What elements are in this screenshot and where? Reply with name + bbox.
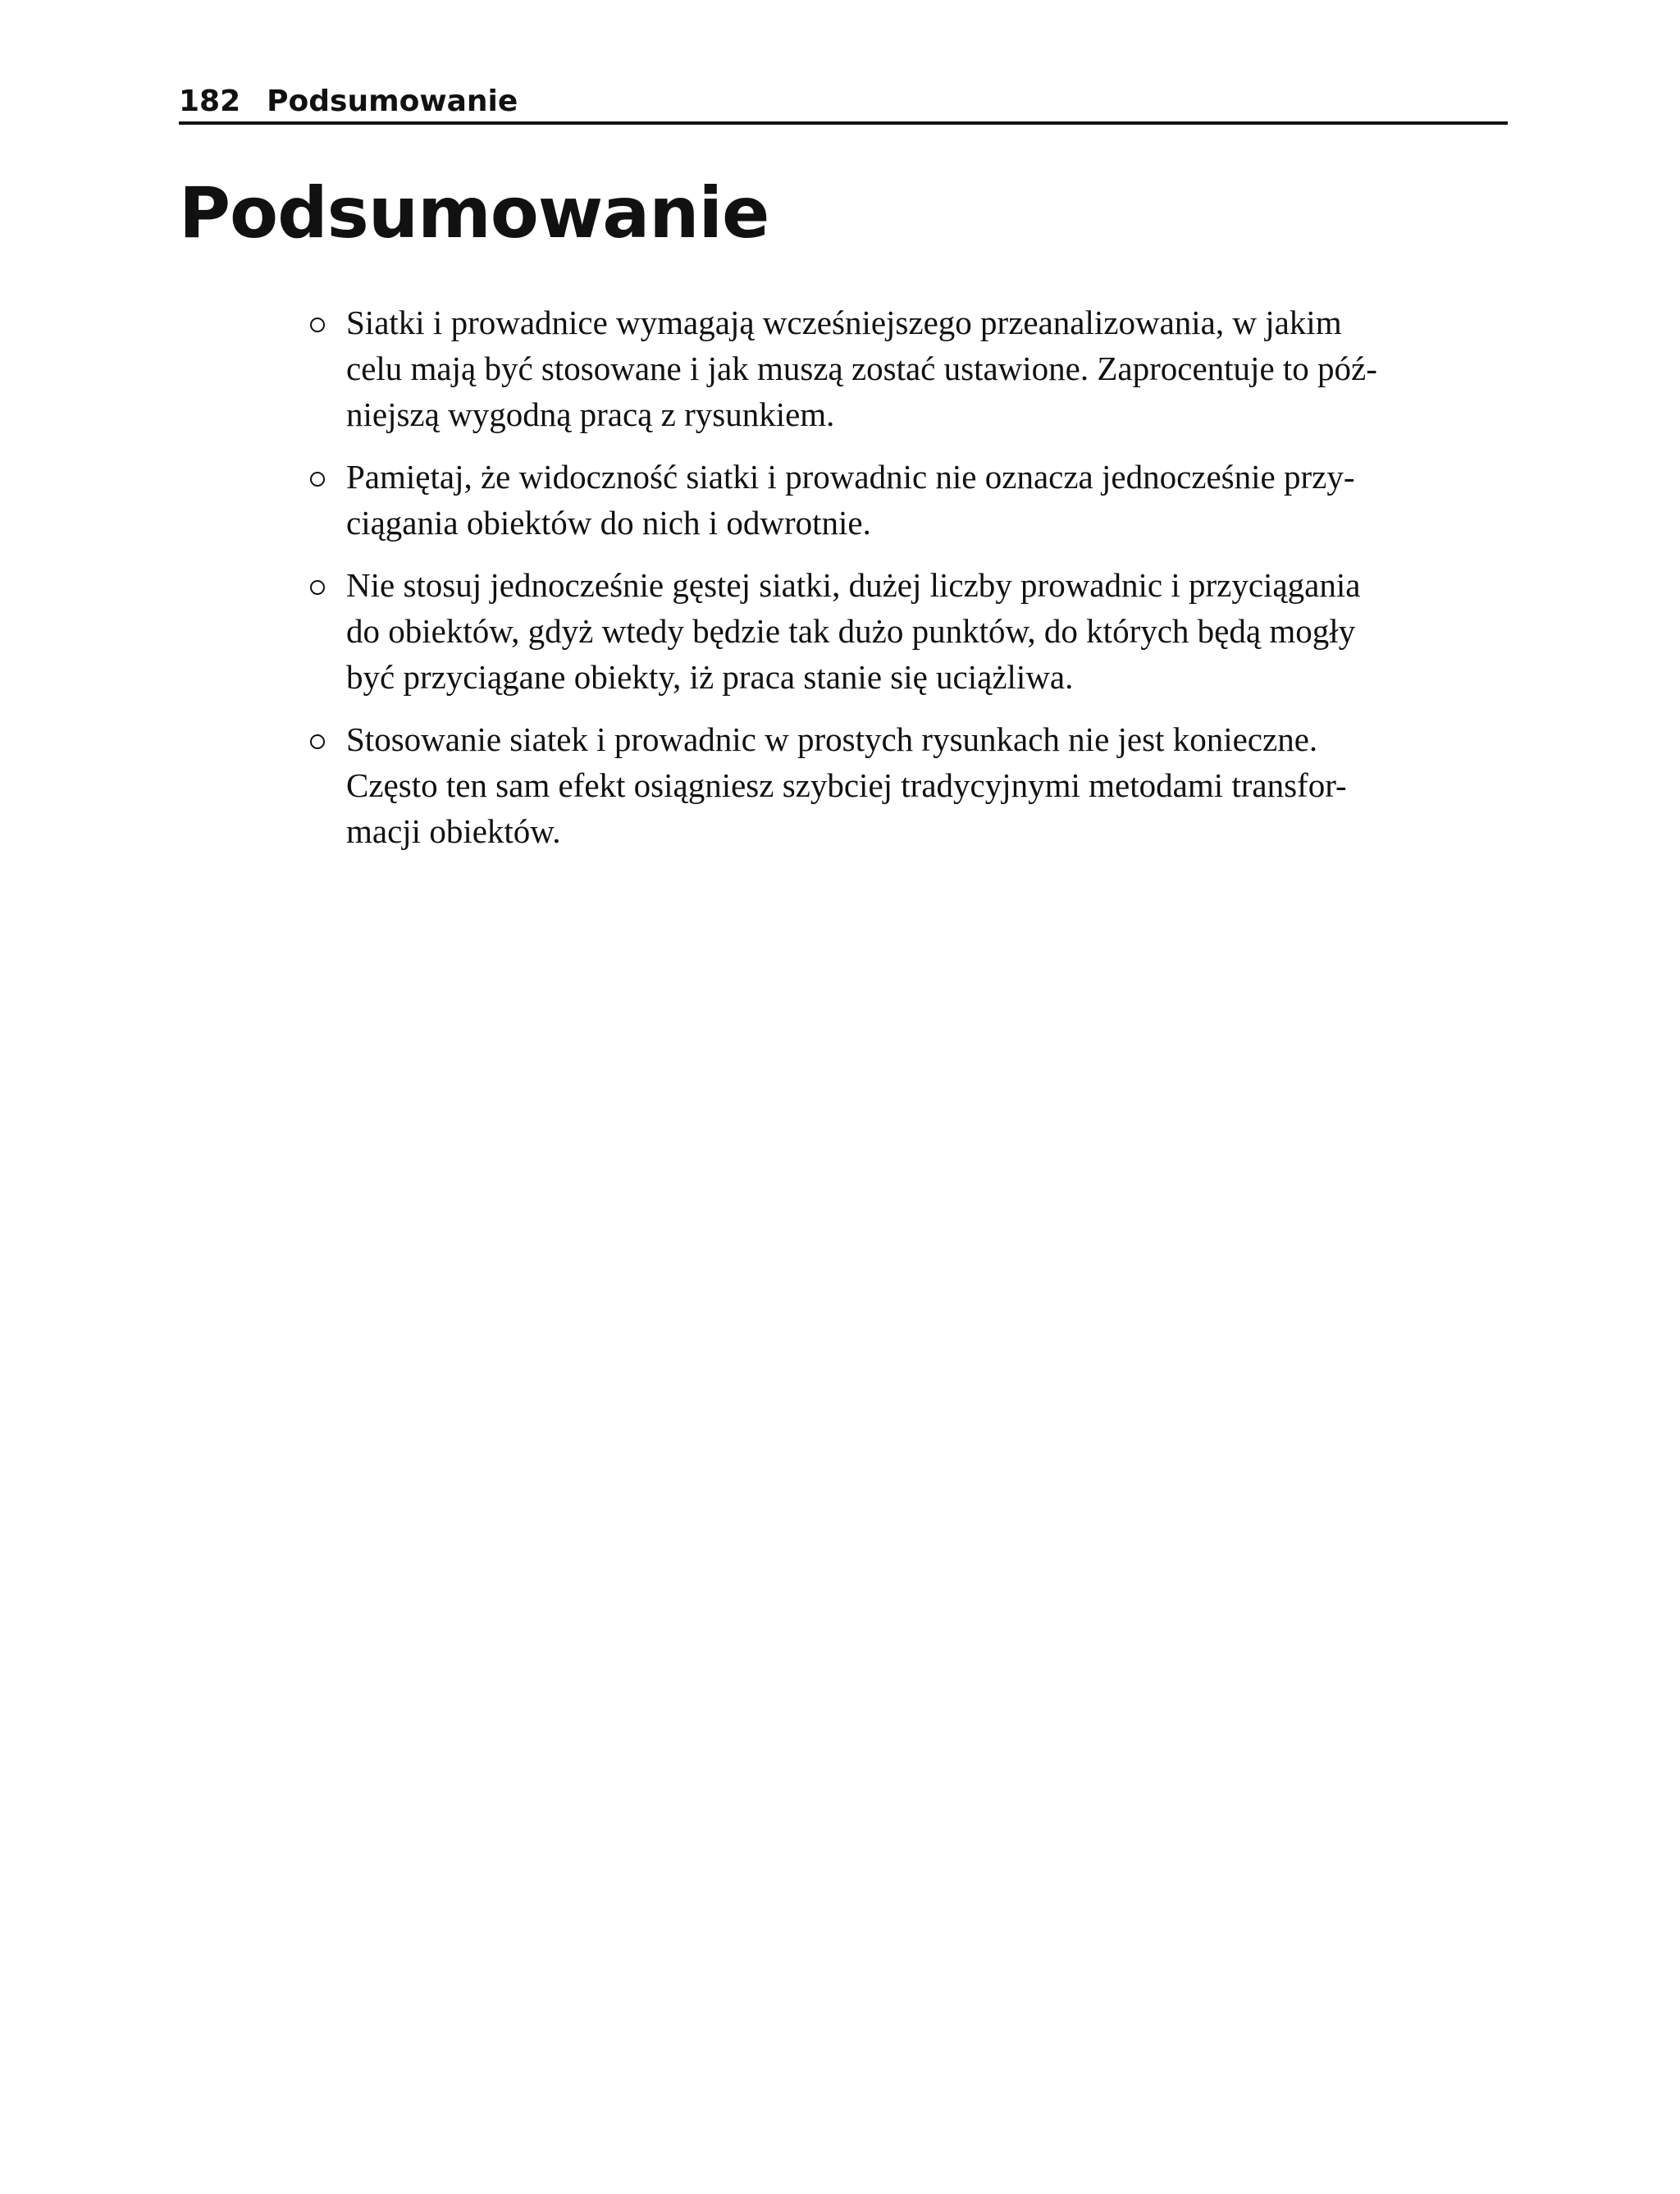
list-item-line: Pamiętaj, że widoczność siatki i prowadnic nie oznacza jednocześnie przy- <box>346 458 1355 496</box>
hollow-circle-bullet-icon <box>310 318 325 332</box>
list-item <box>310 454 1491 546</box>
header-rule <box>179 121 1508 125</box>
hollow-circle-bullet-icon <box>310 734 325 749</box>
list-item <box>310 562 1491 700</box>
list-item-line: macji obiektów. <box>346 812 561 850</box>
page-number: 182 <box>179 85 241 118</box>
hollow-circle-bullet-icon <box>310 580 325 595</box>
list-item-line: Siatki i prowadnice wymagają wcześniejszego przeanalizowania, w jakim <box>346 304 1342 341</box>
chapter-title: Podsumowanie <box>179 172 769 254</box>
hollow-circle-bullet-icon <box>310 472 325 487</box>
list-item <box>310 716 1491 854</box>
list-item-line: być przyciągane obiekty, iż praca stanie się uciążliwa. <box>346 658 1074 696</box>
list-item-line: celu mają być stosowane i jak muszą zostać ustawione. Zaprocentuje to póź- <box>346 350 1377 387</box>
running-header <box>179 79 1508 125</box>
list-item-line: niejszą wygodną pracą z rysunkiem. <box>346 395 835 433</box>
list-item-line: Często ten sam efekt osiągniesz szybciej tradycyjnymi metodami transfor- <box>346 766 1347 804</box>
summary-list <box>310 299 1491 871</box>
list-item-line: Stosowanie siatek i prowadnic w prostych rysunkach nie jest konieczne. <box>346 720 1318 758</box>
list-item-line: do obiektów, gdyż wtedy będzie tak dużo punktów, do których będą mogły <box>346 612 1356 650</box>
list-item-line: Nie stosuj jednocześnie gęstej siatki, dużej liczby prowadnic i przyciągania <box>346 566 1361 604</box>
list-item <box>310 299 1491 437</box>
list-item-line: ciągania obiektów do nich i odwrotnie. <box>346 504 871 542</box>
running-header-section: Podsumowanie <box>267 85 518 118</box>
